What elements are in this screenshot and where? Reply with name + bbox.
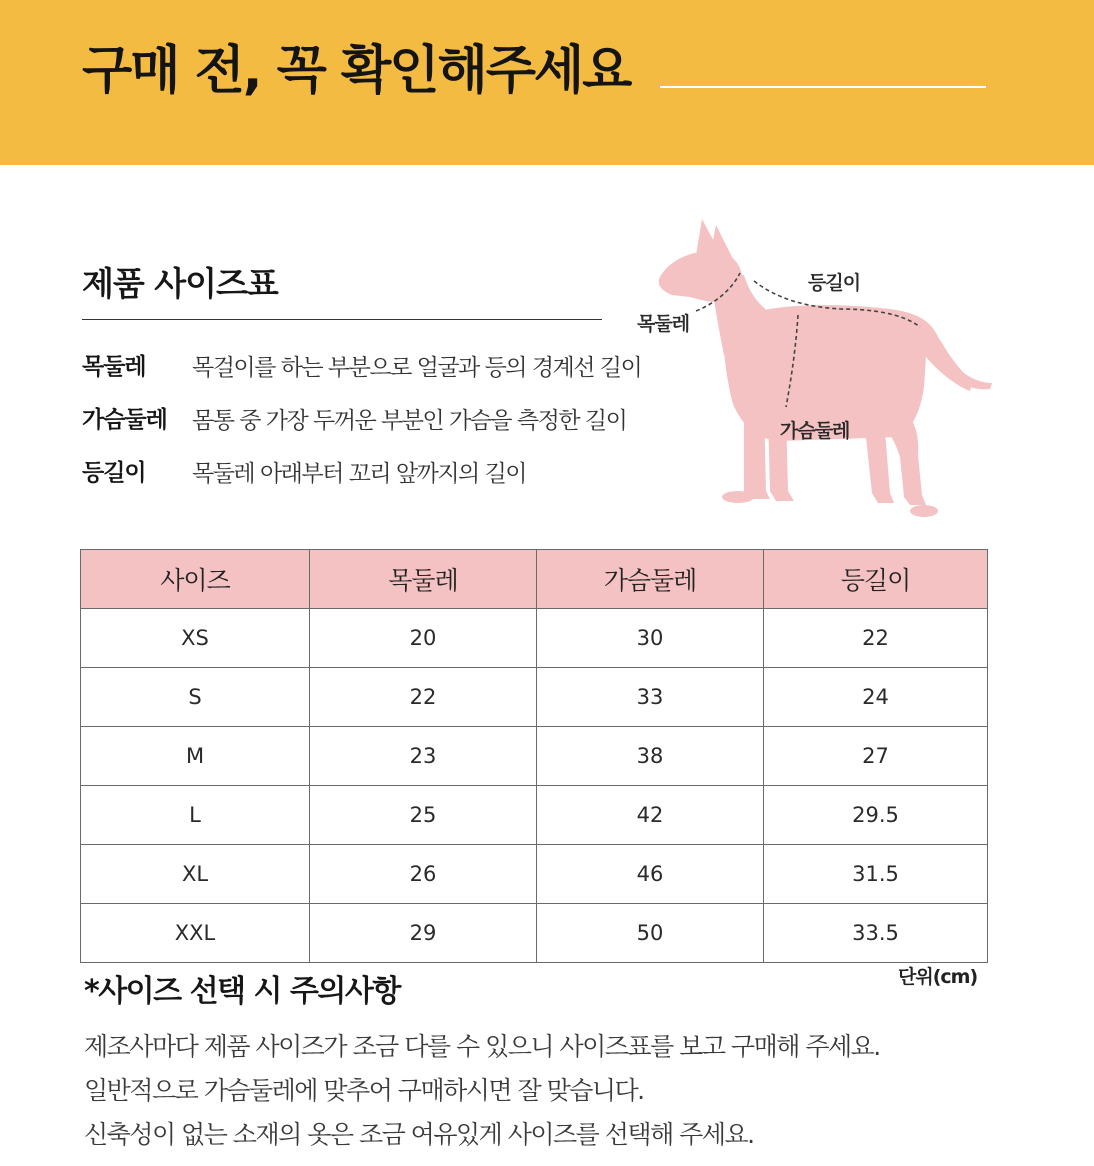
unit-label: 단위(cm) <box>898 966 978 988</box>
header-banner <box>0 0 1094 165</box>
table-row <box>81 609 988 668</box>
definition-desc: 몸통 중 가장 두꺼운 부분인 가슴을 측정한 길이 <box>192 408 627 434</box>
section-divider <box>82 319 602 320</box>
table-cell: 42 <box>537 786 764 845</box>
banner-underline <box>660 86 986 88</box>
table-cell: 22 <box>764 609 988 668</box>
table-row <box>81 727 988 786</box>
table-row <box>81 786 988 845</box>
definition-term: 목둘레 <box>82 354 146 380</box>
table-cell: L <box>81 786 310 845</box>
chest-label: 가슴둘레 <box>780 420 850 442</box>
banner-title: 구매 전, 꼭 확인해주세요 <box>82 41 631 101</box>
size-chart-title: 제품 사이즈표 <box>82 264 278 303</box>
size-table <box>80 549 988 963</box>
table-cell: 27 <box>764 727 988 786</box>
table-cell: XS <box>81 609 310 668</box>
notice-title: *사이즈 선택 시 주의사항 <box>84 974 400 1009</box>
definition-desc: 목둘레 아래부터 꼬리 앞까지의 길이 <box>192 461 527 487</box>
table-row <box>81 845 988 904</box>
table-cell: 24 <box>764 668 988 727</box>
table-cell: S <box>81 668 310 727</box>
table-cell: 33 <box>537 668 764 727</box>
definition-desc: 목걸이를 하는 부분으로 얼굴과 등의 경계선 길이 <box>192 355 642 381</box>
table-cell: 33.5 <box>764 904 988 963</box>
table-cell: 50 <box>537 904 764 963</box>
table-cell: 46 <box>537 845 764 904</box>
notice-line: 제조사마다 제품 사이즈가 조금 다를 수 있으니 사이즈표를 보고 구매해 주세요. <box>84 1032 880 1061</box>
table-cell: 31.5 <box>764 845 988 904</box>
header-back: 등길이 <box>764 550 988 609</box>
table-cell: 23 <box>310 727 537 786</box>
definition-term: 등길이 <box>82 460 146 486</box>
notice-line: 일반적으로 가슴둘레에 맞추어 구매하시면 잘 맞습니다. <box>84 1076 644 1105</box>
table-cell: 25 <box>310 786 537 845</box>
definition-term: 가슴둘레 <box>82 407 167 433</box>
table-cell: M <box>81 727 310 786</box>
table-cell: 20 <box>310 609 537 668</box>
dog-silhouette-icon <box>620 205 1020 535</box>
table-header-row <box>81 550 988 609</box>
table-cell: XL <box>81 845 310 904</box>
header-size: 사이즈 <box>81 550 310 609</box>
neck-label: 목둘레 <box>637 313 690 335</box>
table-cell: 30 <box>537 609 764 668</box>
table-row <box>81 668 988 727</box>
table-cell: 38 <box>537 727 764 786</box>
header-chest: 가슴둘레 <box>537 550 764 609</box>
table-row <box>81 904 988 963</box>
table-cell: 22 <box>310 668 537 727</box>
back-length-label: 등길이 <box>808 272 861 294</box>
table-cell: 29.5 <box>764 786 988 845</box>
table-cell: 29 <box>310 904 537 963</box>
notice-line: 신축성이 없는 소재의 옷은 조금 여유있게 사이즈를 선택해 주세요. <box>84 1120 754 1149</box>
table-cell: 26 <box>310 845 537 904</box>
header-neck: 목둘레 <box>310 550 537 609</box>
table-cell: XXL <box>81 904 310 963</box>
